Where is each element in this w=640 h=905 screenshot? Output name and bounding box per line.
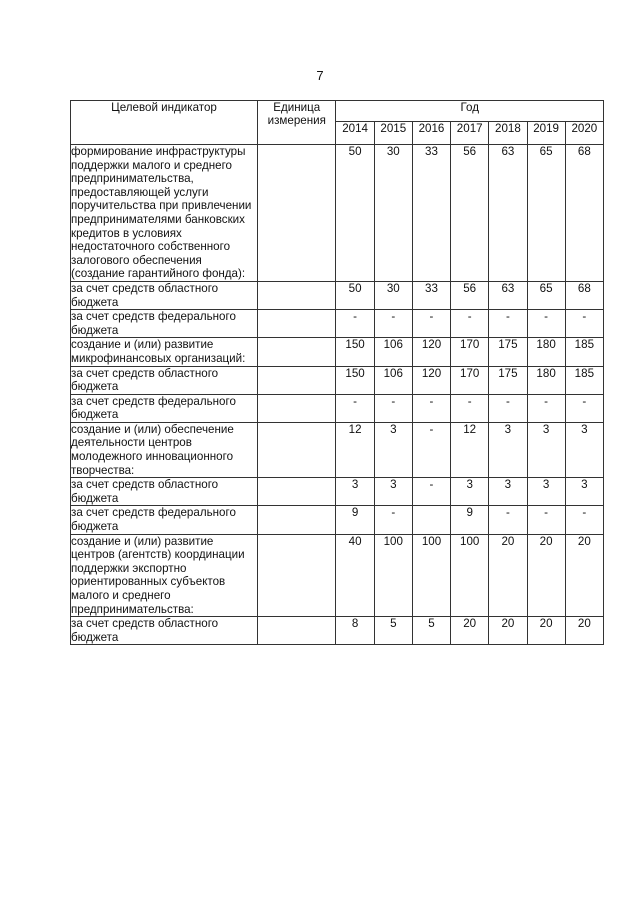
row-value-2016: 33 — [412, 145, 450, 282]
row-value-2020: 3 — [565, 478, 603, 506]
row-value-2015: 106 — [374, 366, 412, 394]
row-indicator-label: формирование инфраструктуры поддержки малого и среднего предпринимательства, предоставляющей услуги поручительства при привлечении предпринимателями банковских кредитов в условиях недостаточного собственного залогового обеспечения (создание гарантийного фонда): — [71, 145, 258, 282]
row-value-2019: 20 — [527, 617, 565, 645]
row-indicator-label: создание и (или) обеспечение деятельности центров молодежного инновационного творчества: — [71, 422, 258, 477]
row-value-2017: 56 — [451, 145, 489, 282]
row-indicator-label: создание и (или) развитие центров (агентств) координации поддержки экспортно ориентированных субъектов малого и среднего предпринимательства: — [71, 534, 258, 617]
header-year-2017: 2017 — [451, 122, 489, 145]
row-value-2018: 20 — [489, 534, 527, 617]
row-indicator-label: создание и (или) развитие микрофинансовых организаций: — [71, 338, 258, 366]
row-value-2019: 3 — [527, 422, 565, 477]
row-value-2015: 30 — [374, 281, 412, 309]
row-value-2016: 33 — [412, 281, 450, 309]
row-value-2016 — [412, 506, 450, 534]
row-value-2017: 56 — [451, 281, 489, 309]
row-value-2018: 3 — [489, 422, 527, 477]
row-unit — [258, 478, 336, 506]
header-year-2018: 2018 — [489, 122, 527, 145]
header-year-2015: 2015 — [374, 122, 412, 145]
row-value-2016: - — [412, 394, 450, 422]
row-unit — [258, 338, 336, 366]
row-value-2017: 3 — [451, 478, 489, 506]
header-row-top — [71, 101, 604, 122]
row-value-2016: - — [412, 422, 450, 477]
row-value-2016: 120 — [412, 338, 450, 366]
table-row — [71, 534, 604, 617]
row-value-2020: 185 — [565, 338, 603, 366]
row-value-2020: 3 — [565, 422, 603, 477]
row-value-2014: 50 — [336, 145, 374, 282]
row-value-2015: - — [374, 394, 412, 422]
header-year-group: Год — [336, 101, 604, 122]
table-body — [71, 145, 604, 645]
row-unit — [258, 506, 336, 534]
row-value-2020: - — [565, 394, 603, 422]
row-indicator-label: за счет средств областного бюджета — [71, 617, 258, 645]
row-value-2014: 3 — [336, 478, 374, 506]
row-value-2017: 9 — [451, 506, 489, 534]
row-value-2014: 150 — [336, 338, 374, 366]
table-row — [71, 310, 604, 338]
row-value-2019: - — [527, 506, 565, 534]
row-value-2020: 68 — [565, 281, 603, 309]
row-unit — [258, 534, 336, 617]
row-unit — [258, 310, 336, 338]
row-value-2014: 50 — [336, 281, 374, 309]
row-value-2015: 5 — [374, 617, 412, 645]
row-value-2014: 8 — [336, 617, 374, 645]
row-value-2018: 63 — [489, 281, 527, 309]
row-value-2014: - — [336, 394, 374, 422]
row-value-2018: 3 — [489, 478, 527, 506]
row-value-2015: 30 — [374, 145, 412, 282]
row-value-2016: - — [412, 478, 450, 506]
row-value-2019: 180 — [527, 366, 565, 394]
row-value-2017: 170 — [451, 366, 489, 394]
row-value-2020: 68 — [565, 145, 603, 282]
row-value-2017: 170 — [451, 338, 489, 366]
row-indicator-label: за счет средств федерального бюджета — [71, 394, 258, 422]
row-value-2016: 5 — [412, 617, 450, 645]
row-indicator-label: за счет средств областного бюджета — [71, 478, 258, 506]
row-value-2018: - — [489, 394, 527, 422]
row-value-2015: - — [374, 310, 412, 338]
row-value-2014: 150 — [336, 366, 374, 394]
row-value-2017: 12 — [451, 422, 489, 477]
table-row — [71, 506, 604, 534]
header-year-2020: 2020 — [565, 122, 603, 145]
table-row — [71, 366, 604, 394]
row-value-2019: 3 — [527, 478, 565, 506]
row-value-2015: 3 — [374, 478, 412, 506]
row-value-2015: 106 — [374, 338, 412, 366]
row-value-2018: 20 — [489, 617, 527, 645]
row-value-2018: - — [489, 506, 527, 534]
row-unit — [258, 394, 336, 422]
row-value-2019: 65 — [527, 145, 565, 282]
row-value-2018: 175 — [489, 338, 527, 366]
row-indicator-label: за счет средств федерального бюджета — [71, 310, 258, 338]
row-value-2019: 180 — [527, 338, 565, 366]
header-year-2014: 2014 — [336, 122, 374, 145]
table-row — [71, 281, 604, 309]
row-value-2017: - — [451, 310, 489, 338]
row-value-2018: 63 — [489, 145, 527, 282]
row-unit — [258, 281, 336, 309]
row-unit — [258, 145, 336, 282]
header-year-2016: 2016 — [412, 122, 450, 145]
table-row — [71, 617, 604, 645]
row-unit — [258, 422, 336, 477]
row-value-2020: 185 — [565, 366, 603, 394]
row-value-2015: 3 — [374, 422, 412, 477]
table-row — [71, 338, 604, 366]
table-row — [71, 422, 604, 477]
row-value-2017: 100 — [451, 534, 489, 617]
header-year-2019: 2019 — [527, 122, 565, 145]
row-value-2015: 100 — [374, 534, 412, 617]
row-value-2019: 65 — [527, 281, 565, 309]
row-value-2019: 20 — [527, 534, 565, 617]
row-value-2018: 175 — [489, 366, 527, 394]
header-indicator: Целевой индикатор — [71, 101, 258, 145]
row-value-2019: - — [527, 310, 565, 338]
row-value-2019: - — [527, 394, 565, 422]
row-indicator-label: за счет средств областного бюджета — [71, 281, 258, 309]
row-value-2018: - — [489, 310, 527, 338]
row-value-2020: 20 — [565, 534, 603, 617]
row-value-2015: - — [374, 506, 412, 534]
row-value-2017: 20 — [451, 617, 489, 645]
row-unit — [258, 366, 336, 394]
table-row — [71, 145, 604, 282]
row-value-2014: 12 — [336, 422, 374, 477]
row-value-2020: 20 — [565, 617, 603, 645]
page-number: 7 — [316, 68, 324, 83]
row-value-2016: 100 — [412, 534, 450, 617]
row-value-2016: - — [412, 310, 450, 338]
table-row — [71, 478, 604, 506]
row-value-2020: - — [565, 506, 603, 534]
row-indicator-label: за счет средств федерального бюджета — [71, 506, 258, 534]
row-value-2016: 120 — [412, 366, 450, 394]
target-indicators-table — [70, 100, 604, 645]
row-value-2014: 40 — [336, 534, 374, 617]
row-value-2020: - — [565, 310, 603, 338]
row-indicator-label: за счет средств областного бюджета — [71, 366, 258, 394]
row-value-2017: - — [451, 394, 489, 422]
row-value-2014: - — [336, 310, 374, 338]
row-unit — [258, 617, 336, 645]
header-unit: Единица измерения — [258, 101, 336, 145]
table-row — [71, 394, 604, 422]
row-value-2014: 9 — [336, 506, 374, 534]
